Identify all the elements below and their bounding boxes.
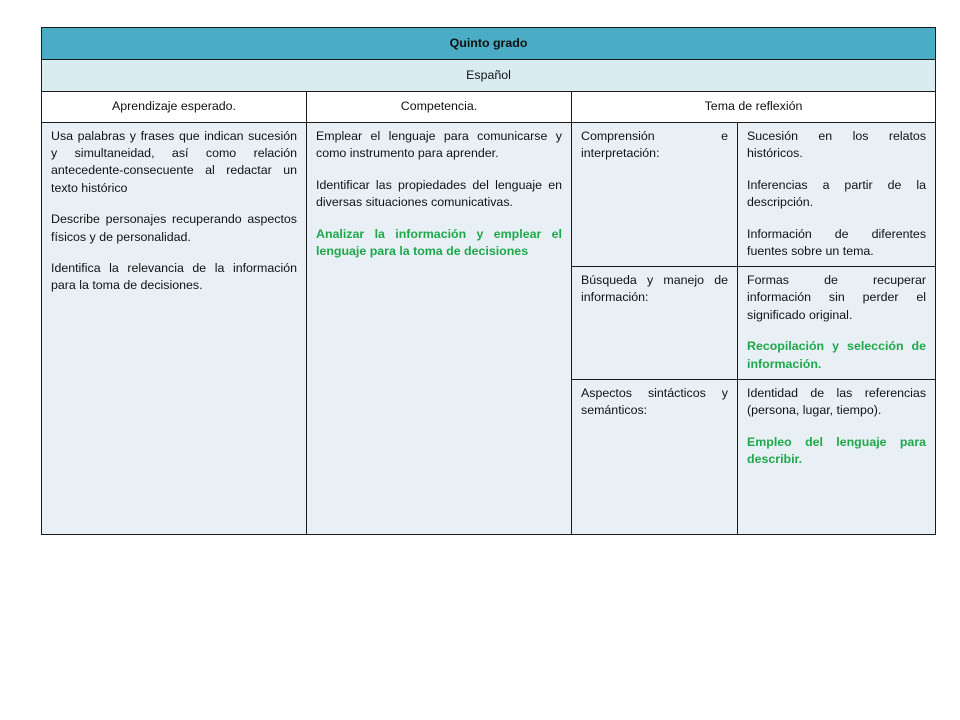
aprendizaje-item: Describe personajes recuperando aspectos físicos y de personalidad. xyxy=(51,212,297,244)
competencias-cell xyxy=(307,123,572,535)
tema-name-cell xyxy=(572,267,738,380)
tema-name-cell xyxy=(572,379,738,534)
tema-item: Información de diferentes fuentes sobre un tema. xyxy=(747,226,927,259)
header-competencia: Competencia. xyxy=(307,92,572,123)
competencia-item-highlight: Analizar la información y emplear el lenguaje para la toma de decisiones xyxy=(316,226,562,259)
grade-title: Quinto grado xyxy=(42,28,936,60)
tema-name-cell xyxy=(572,123,738,267)
curriculum-table xyxy=(41,27,936,535)
tema-items-cell xyxy=(738,123,936,267)
aprendizaje-item: Usa palabras y frases que indican sucesión y simultaneidad, así como relación antecedente-consecuente al redactar un texto histórico xyxy=(51,129,297,195)
aprendizaje-item: Identifica la relevancia de la información para la toma de decisiones. xyxy=(51,261,297,293)
tema-name: Aspectos sintácticos y semánticos: xyxy=(581,385,728,417)
header-tema: Tema de reflexión xyxy=(572,92,936,123)
aprendizajes-cell xyxy=(42,123,307,535)
subject-row xyxy=(42,60,936,92)
competencia-item: Emplear el lenguaje para comunicarse y como instrumento para aprender. xyxy=(316,129,562,161)
tema-items-cell xyxy=(738,379,936,534)
tema-name: Búsqueda y manejo de información: xyxy=(581,273,728,305)
competencia-item: Identificar las propiedades del lenguaje en diversas situaciones comunicativas. xyxy=(316,177,562,210)
tema-item: Formas de recuperar información sin perder el significado original. xyxy=(747,273,927,322)
header-aprendizaje: Aprendizaje esperado. xyxy=(42,92,307,123)
content-row-1 xyxy=(42,123,936,267)
tema-item: Sucesión en los relatos históricos. xyxy=(747,129,927,161)
tema-item-highlight: Recopilación y selección de información. xyxy=(747,339,927,371)
header-row xyxy=(42,92,936,123)
tema-item: Identidad de las referencias (persona, lugar, tiempo). xyxy=(747,385,927,417)
tema-items-cell xyxy=(738,267,936,380)
subject-title: Español xyxy=(42,60,936,92)
tema-item-highlight: Empleo del lenguaje para describir. xyxy=(747,434,927,466)
tema-item: Inferencias a partir de la descripción. xyxy=(747,177,927,210)
tema-name: Comprensión e interpretación: xyxy=(581,129,728,161)
title-row xyxy=(42,28,936,60)
